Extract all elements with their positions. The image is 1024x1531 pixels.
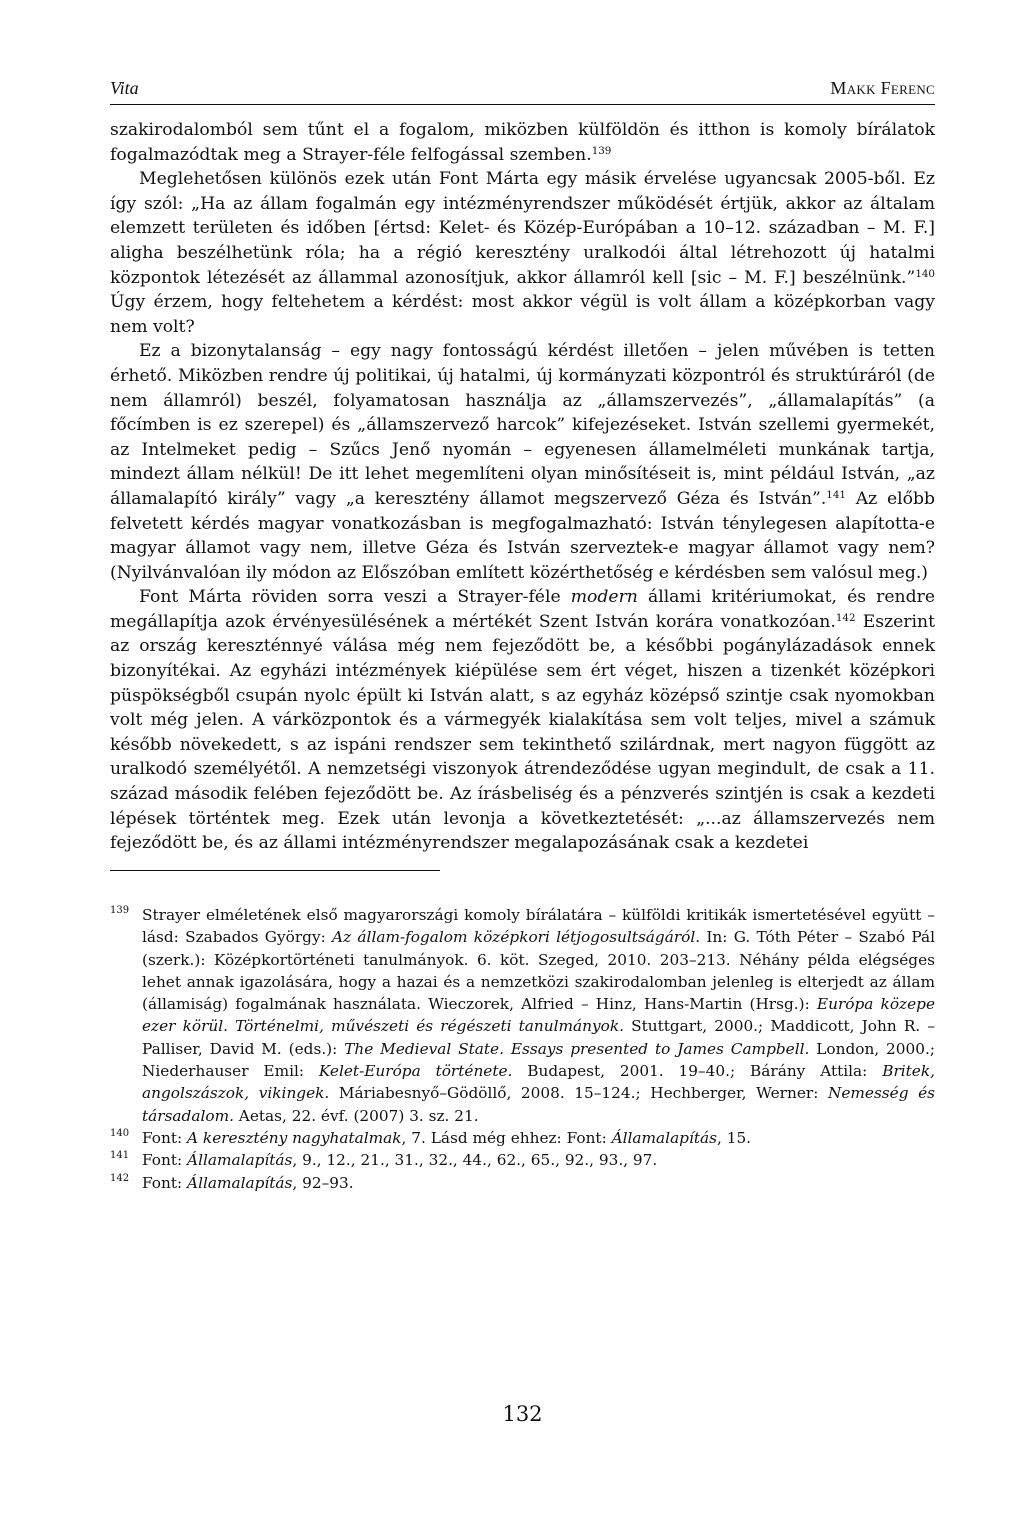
footnote-number: 139 bbox=[110, 905, 130, 916]
text-run: Máriabesnyő–Gödöllő, 2008. 15–124.; Hechberger, Werner: bbox=[329, 1084, 828, 1103]
paragraph bbox=[110, 167, 935, 339]
footnote-number: 142 bbox=[110, 1172, 130, 1184]
text-run: Eszerint az ország kereszténnyé válása még nem fejeződött be, a későbbi pogánylázadások ennek bizonyítékai. Az egyházi intézmények kiépülése sem ért véget, hiszen a tizenkét középkori püspökségből csupán nyolc épült ki István alatt, s az egyház középső szintje csak nyomokban volt még jelen. A várközpontok és a vármegyék kialakítása sem volt teljes, mivel a számuk később növekedett, s az ispáni rendszer sem tekinthető szilárdnak, mert nagyon függött az uralkodó személyétől. A nemzetségi viszonyok átrendeződése ugyan megindult, de csak a 11. század második felében fejeződött be. Az írásbeliség és a pénzverés szintjén is csak a kezdeti lépések történtek meg. Ezek után levonja a következtetését: „...az államszervezés nem fejeződött be, és az állami intézményrendszer megalapozásának csak a kezdetei bbox=[110, 611, 935, 854]
text-run: Stuttgart, 2000.; Maddicott, John R. – Palliser, David M. (eds.): bbox=[142, 1017, 935, 1058]
header-author: Makk Ferenc bbox=[830, 78, 935, 98]
footnote bbox=[110, 1172, 935, 1194]
italic-text: Európa közepe ezer körül. Történelmi, művészeti és régészeti tanulmányok. bbox=[142, 995, 935, 1036]
text-run: In: G. Tóth Péter – Szabó Pál (szerk.): Középkortörténeti tanulmányok. 6. köt. Szeged, 2010. 203–213. Néhány példa elégséges lehet annak igazolására, hogy a hazai és a nemzetközi szakirodalomban jelenleg is elterjedt az állam (államiság) fogalmának használata. Wieczorek, Alfried – Hinz, Hans-Martin (Hrsg.): bbox=[142, 928, 935, 1014]
text-run: Font: bbox=[142, 1128, 188, 1147]
footnote-reference: 141 bbox=[826, 488, 846, 501]
footnote-reference: 140 bbox=[915, 267, 935, 280]
footnotes bbox=[110, 904, 935, 1194]
footnote bbox=[110, 1127, 935, 1149]
footnote-number: 141 bbox=[110, 1150, 130, 1162]
text-run: Budapest, 2001. 19–40.; Bárány Attila: bbox=[512, 1062, 883, 1081]
text-run: , 7. Lásd még ehhez: Font: bbox=[401, 1128, 612, 1147]
text-run: Az előbb felvetett kérdés magyar vonatkozásban is megfogalmazható: István ténylegesen alapította-e magyar államot vagy nem, illetve Géza és István szerveztek-e magyar államot vagy nem? (Nyilvánvalóan ily módon az Előszóban említett közérthetőség e kérdésben sem valósul meg.) bbox=[110, 488, 935, 583]
footnote-reference: 139 bbox=[591, 144, 612, 157]
text-run: állami kritériumokat, és rendre megállapítja azok érvényesülésének a mértékét Szent István korára vonatkozóan. bbox=[110, 587, 935, 632]
header-section-title: Vita bbox=[110, 78, 139, 98]
footnote-reference: 142 bbox=[835, 611, 856, 624]
main-text bbox=[110, 118, 935, 856]
italic-text: Államalapítás bbox=[611, 1128, 717, 1147]
italic-text: Az állam-fogalom középkori létjogosultságáról. bbox=[332, 928, 701, 947]
footnote-number: 140 bbox=[110, 1127, 130, 1139]
text-run: Strayer elméletének első magyarországi komoly bírálatára – külföldi kritikák ismertetésével együtt – lásd: Szabados György: bbox=[142, 906, 935, 947]
text-run: Úgy érzem, hogy feltehetem a kérdést: most akkor végül is volt állam a középkorban vagy nem volt? bbox=[110, 292, 935, 337]
text-run: szakirodalomból sem tűnt el a fogalom, miközben külföldön és itthon is komoly bírálatok fogalmazódtak meg a Strayer-féle felfogással szemben. bbox=[110, 120, 935, 165]
page-number: 132 bbox=[502, 1402, 543, 1426]
italic-text: modern bbox=[570, 587, 638, 608]
text-run: Meglehetősen különös ezek után Font Márta egy másik érvelése ugyancsak 2005-ből. Ez így szól: „Ha az állam fogalmán egy intézményrendszer működését értjük, akkor az általam elemzett területen és időben [értsd: Kelet- és Közép-Európában a 10–12. században – M. F.] aligha beszélhetünk róla; ha a régió keresztény uralkodói által létrehozott új hatalmi központok létezését az állammal azonosítjuk, akkor államról kell [sic – M. F.] beszélnünk.” bbox=[110, 169, 935, 288]
footnote-divider bbox=[110, 870, 440, 871]
text-run: Font: bbox=[142, 1151, 188, 1170]
italic-text: A keresztény nagyhatalmak bbox=[187, 1128, 402, 1147]
paragraph bbox=[110, 118, 935, 167]
text-run: London, 2000.; Niederhauser Emil: bbox=[142, 1039, 935, 1081]
text-run: Font Márta röviden sorra veszi a Strayer-féle bbox=[139, 587, 571, 608]
italic-text: Kelet-Európa története. bbox=[318, 1062, 513, 1081]
italic-text: Britek, angolszászok, vikingek. bbox=[142, 1062, 935, 1103]
footnote bbox=[110, 1149, 935, 1171]
text-run: , 92–93. bbox=[292, 1173, 354, 1192]
footnote bbox=[110, 904, 935, 1127]
paragraph bbox=[110, 585, 935, 856]
document-page bbox=[110, 0, 935, 1531]
italic-text: Államalapítás bbox=[187, 1173, 293, 1192]
text-run: Font: bbox=[142, 1173, 188, 1192]
text-run: , 15. bbox=[716, 1128, 752, 1147]
italic-text: The Medieval State. Essays presented to James Campbell. bbox=[344, 1039, 810, 1058]
text-run: Ez a bizonytalanság – egy nagy fontosságú kérdést illetően – jelen művében is tetten érhető. Miközben rendre új politikai, új hatalmi, új kormányzati központról és struktúráról (de nem államról) beszél, folyamatosan használja az „államszervezés”, „államalapítás” (a főcímben is ez szerepel) és „államszervező harcok” kifejezéseket. István szellemi gyermekét, az Intelmeket pedig – Szűcs Jenő nyomán – egyenesen államelméleti munkának tartja, mindezt állam nélkül! De itt lehet megemlíteni olyan minősítéseit is, mint például István, „az államalapító király” vagy „a keresztény államot megszervező Géza és István”. bbox=[110, 341, 935, 509]
text-run: , 9., 12., 21., 31., 32., 44., 62., 65., 92., 93., 97. bbox=[292, 1151, 658, 1170]
italic-text: Nemesség és társadalom. bbox=[142, 1084, 935, 1125]
italic-text: Államalapítás bbox=[187, 1151, 293, 1170]
running-header bbox=[110, 78, 935, 105]
paragraph bbox=[110, 339, 935, 585]
text-run: Aetas, 22. évf. (2007) 3. sz. 21. bbox=[233, 1106, 479, 1125]
